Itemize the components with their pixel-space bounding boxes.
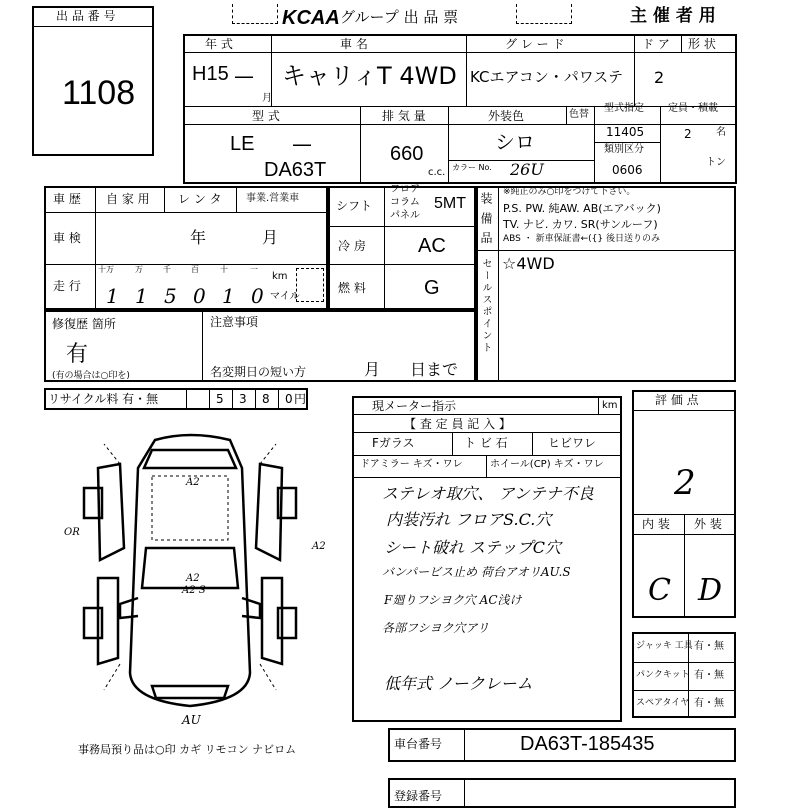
shift-column[interactable]: コラム [390,197,420,208]
col-grade: グ レ ー ド [505,37,565,51]
inspection-month: 月 [262,228,279,247]
color-no-label: カラー No. [452,163,492,172]
tool-jack-value[interactable]: 有・無 [694,641,724,652]
inspection-note: 低年式 ノークレーム [384,674,533,693]
digit-label: 百 [191,265,199,274]
displacement-unit: c.c. [428,167,446,178]
capacity-persons: 2 [684,127,692,141]
digit-label: 万 [135,265,143,274]
mile-label: マイル [270,291,300,302]
equipment-note: ※純正のみ○印をつけて下さい。 [503,187,636,197]
tool-puncture-label: パンクキット [636,670,690,680]
chip-fglass: Fガラス [372,436,415,450]
repair-value: 有 [66,342,89,367]
inspection-note: F廻りフシヨク穴 AC浅け [384,593,522,607]
damage-mark: A2 [312,541,326,552]
kcaa-logo: KCAA [282,7,340,29]
damage-mark: A2 [186,573,200,584]
digit-label: 十万 [98,265,114,274]
meter-unit: km [602,400,618,411]
class-no: 0606 [612,163,643,177]
chip-mirror: ドアミラー キズ・ワレ [360,459,463,470]
mileage-digit: 0 [193,284,206,308]
repair-label: 修復歴 箇所 [52,317,116,331]
type-prefix: LE [230,133,255,155]
organizer-label: 主 催 者 用 [630,6,716,26]
digit-label: 十 [220,265,228,274]
rating-label: 評 価 点 [655,393,699,407]
col-model-no: 型式指定 [604,103,644,114]
fuel-value: G [424,277,440,299]
equipment-line1: P.S. PW. 純AW. AB(エアバック) [503,202,661,215]
damage-mark: A2 [186,477,200,488]
deadline-month: 月 [364,360,381,379]
deposit-note: 事務局預り品は○印 カギ リモコン ナビロム [78,743,297,756]
displacement: 660 [390,143,424,165]
damage-mark: AU [182,713,201,727]
col-displacement: 排 気 量 [382,109,426,123]
mileage-digit: 1 [222,284,235,308]
history-label: 車 歴 [53,192,81,206]
tool-jack-label: ジャッキ 工具 [636,641,693,651]
col-capacity: 定員・積載 [668,103,718,114]
km-label: km [272,271,288,282]
equipment-table [476,186,736,382]
deadline-day: 日まで [410,360,459,379]
year-month-mark: — [234,64,254,88]
fuel-label: 燃 料 [338,281,366,295]
col-doors: ド ア [642,37,670,51]
inspection-label: 車 検 [53,231,81,245]
chassis-number: DA63T-185435 [520,733,655,755]
rating-score: 2 [674,463,696,503]
history-private[interactable]: 自 家 用 [106,192,150,206]
interior-label: 内 装 [642,517,670,531]
year-month-unit: 月 [262,93,272,104]
type-dash: — [292,132,312,156]
year-era: H15 [192,63,229,85]
capacity-unit: 名 [716,127,726,138]
deadline-label: 名変期日の短い方 [210,365,307,379]
inspection-note: ステレオ取穴、 アンテナ不良 [382,484,594,503]
chassis-label: 車台番号 [394,737,443,751]
mileage-digit: 5 [164,284,177,308]
recycle-unit: 円 [294,392,307,406]
ac-label: 冷 房 [338,239,366,253]
vehicle-name: キャリィT 4WD [282,62,457,90]
chip-wheel: ホイール(CP) キズ・ワレ [490,459,604,470]
model-no: 11405 [606,125,645,139]
inspection-note: シート破れ ステップC穴 [384,538,562,557]
chip-stone: ト ビ 石 [464,436,508,450]
equipment-line3: ABS ・ 新車保証書←({} 後日送りのみ [503,234,660,244]
sales-point: ☆4WD [502,254,555,273]
class-label: 類別区分 [604,144,644,155]
chip-crack: ヒビワレ [548,436,597,450]
equipment-label: 装 備 品 [479,192,493,246]
header-stamp-box-right [516,4,572,24]
shift-value: 5MT [434,195,466,212]
tool-puncture-value[interactable]: 有・無 [694,670,724,681]
col-color-no: 色替 [569,109,589,120]
equipment-line2: TV. ナビ. カワ. SR(サンルーフ) [503,218,658,231]
ac-value: AC [418,235,446,257]
vehicle-doors: 2 [654,68,665,87]
shift-panel[interactable]: パネル [390,210,420,221]
color-no: 26U [510,160,544,179]
shift-label: シフト [336,199,373,213]
col-ext-color: 外装色 [488,109,525,123]
col-year: 年 式 [205,37,233,51]
mileage-digit: 1 [106,284,119,308]
col-type: 型 式 [252,109,280,123]
registration-label: 登録番号 [394,789,443,803]
history-commercial[interactable]: 事業.営業車 [246,193,300,204]
history-rental[interactable]: レ ン タ [178,192,222,206]
mileage-digit: 0 [251,284,264,308]
sales-point-label: セールスポイント [480,258,491,354]
lot-number: 1108 [62,74,136,112]
vehicle-grade: KCエアコン・パワステ [470,68,623,86]
meter-label: 現メーター指示 [372,399,457,413]
mileage-digit: 1 [135,284,148,308]
damage-mark: A2 S [182,585,206,596]
type-code: DA63T [264,159,327,181]
mile-checkbox[interactable] [296,268,324,302]
caution-label: 注意事項 [210,315,259,329]
inspection-note: バンパービス止め 荷台アオリAU.S [382,565,571,579]
ext-color: シロ [495,130,535,154]
interior-score: C [648,573,671,608]
inspector-label: 【 査 定 員 記 入 】 [404,417,511,431]
exterior-label: 外 装 [694,517,722,531]
digit-label: 一 [250,265,258,274]
tool-spare-value[interactable]: 有・無 [694,698,724,709]
truck-damage-diagram [60,428,350,728]
load-unit: トン [706,157,726,168]
recycle-digit: 5 [216,392,224,406]
recycle-label: リサイクル料 有・無 [48,392,159,406]
lot-number-label: 出 品 番 号 [56,9,116,23]
inspection-note: 内装汚れ フロアS.C.穴 [386,510,552,529]
group-title: グループ 出 品 票 [340,8,459,26]
col-name: 車 名 [340,37,368,51]
inspection-note: 各部フシヨク穴アリ [382,621,490,635]
inspection-year: 年 [190,228,207,247]
shift-floor[interactable]: フロア [390,184,420,195]
recycle-digit: 8 [262,392,270,406]
damage-mark: OR [64,527,80,538]
digit-label: 千 [163,265,171,274]
recycle-digit: 0 [285,392,293,406]
col-shape: 形 状 [688,37,716,51]
exterior-score: D [698,573,723,608]
mileage-label: 走 行 [53,279,81,293]
repair-note: (有の場合は○印を) [52,371,130,381]
recycle-digit: 3 [239,392,247,406]
tool-spare-label: スペアタイヤ [636,698,690,708]
header-stamp-box-left [232,4,278,24]
